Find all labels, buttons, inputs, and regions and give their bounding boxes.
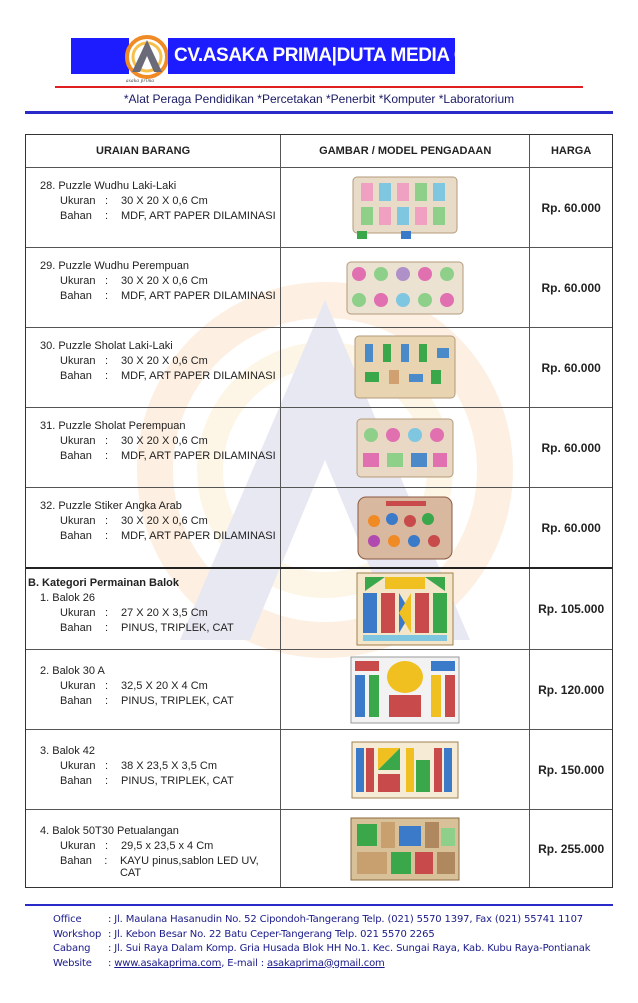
item-image-cell (280, 569, 529, 649)
item-image-cell (280, 248, 529, 327)
size-label: Ukuran (60, 275, 96, 287)
item-size: Ukuran : 27 X 20 X 3,5 Cm (60, 607, 208, 619)
footer-website: Website : www.asakaprima.com , E-mail : asakaprima@gmail.com (53, 957, 623, 972)
footer-office (53, 913, 623, 928)
size-value: 32,5 X 20 X 4 Cm (121, 680, 208, 692)
item-material: Bahan : MDF, ART PAPER DILAMINASI (60, 210, 276, 222)
letterhead (0, 0, 638, 115)
size-value: 30 X 20 X 0,6 Cm (121, 355, 208, 367)
table-row (26, 327, 612, 407)
item-image-cell (280, 730, 529, 809)
item-description (26, 408, 280, 487)
header-blue-rule (25, 111, 613, 114)
material-value: PINUS, TRIPLEK, CAT (121, 775, 234, 787)
item-price: Rp. 60.000 (529, 248, 612, 327)
material-label: Bahan (60, 695, 92, 707)
size-value: 30 X 20 X 0,6 Cm (121, 195, 208, 207)
item-description (26, 328, 280, 407)
item-title: 28. Puzzle Wudhu Laki-Laki (40, 180, 177, 192)
item-size: Ukuran : 30 X 20 X 0,6 Cm (60, 195, 208, 207)
material-value: PINUS, TRIPLEK, CAT (121, 695, 234, 707)
table-row (26, 167, 612, 247)
header-red-rule (55, 86, 583, 88)
item-size: Ukuran : 32,5 X 20 X 4 Cm (60, 680, 208, 692)
footer-label: Cabang (53, 943, 91, 954)
item-title: 2. Balok 30 A (40, 665, 105, 677)
puzzle-sholat-laki-image (353, 334, 457, 402)
balok-50t30-image (349, 816, 461, 882)
item-size: Ukuran : 29,5 x 23,5 x 4 Cm (60, 840, 214, 852)
item-description (26, 810, 280, 887)
item-title: 30. Puzzle Sholat Laki-Laki (40, 340, 173, 352)
item-size: Ukuran : 30 X 20 X 0,6 Cm (60, 435, 208, 447)
material-value: PINUS, TRIPLEK, CAT (121, 622, 234, 634)
footer-cabang (53, 942, 623, 957)
material-label: Bahan (60, 370, 92, 382)
item-description (26, 168, 280, 247)
size-value: 38 X 23,5 X 3,5 Cm (121, 760, 217, 772)
footer-label: Workshop (53, 928, 102, 940)
size-label: Ukuran (60, 355, 96, 367)
size-value: 27 X 20 X 3,5 Cm (121, 607, 208, 619)
size-label: Ukuran (60, 515, 96, 527)
footer-workshop (53, 928, 623, 943)
material-value: MDF, ART PAPER DILAMINASI (121, 450, 276, 462)
footer-value: : Jl. Maulana Hasanudin No. 52 Cipondoh-Tangerang Telp. (021) 5570 1397, Fax (021) 55741 1107 (108, 914, 584, 925)
footer-rule (25, 904, 613, 906)
item-price: Rp. 255.000 (529, 810, 612, 887)
item-title: 32. Puzzle Stiker Angka Arab (40, 500, 182, 512)
category-label: B. Kategori Permainan Balok (28, 577, 179, 589)
email-link[interactable]: asakaprima@gmail.com (267, 957, 385, 969)
item-size: Ukuran : 38 X 23,5 X 3,5 Cm (60, 760, 217, 772)
item-material: Bahan : MDF, ART PAPER DILAMINASI (60, 370, 276, 382)
item-material: Bahan : MDF, ART PAPER DILAMINASI (60, 450, 276, 462)
material-value: MDF, ART PAPER DILAMINASI (121, 290, 276, 302)
material-label: Bahan (60, 855, 92, 867)
item-description (26, 248, 280, 327)
material-label: Bahan (60, 450, 92, 462)
footer-contact (53, 913, 623, 971)
item-price: Rp. 105.000 (529, 569, 612, 649)
item-material: Bahan : MDF, ART PAPER DILAMINASI (60, 530, 276, 542)
item-price: Rp. 60.000 (529, 328, 612, 407)
company-name: CV.ASAKA PRIMA|DUTA MEDIA GROUP (168, 38, 455, 74)
item-description (26, 569, 280, 649)
item-material: Bahan : MDF, ART PAPER DILAMINASI (60, 290, 276, 302)
item-material: Bahan : PINUS, TRIPLEK, CAT (60, 622, 234, 634)
table-row (26, 407, 612, 487)
item-image-cell (280, 488, 529, 567)
puzzle-sholat-perempuan-image (355, 417, 455, 479)
item-price: Rp. 120.000 (529, 650, 612, 729)
footer-value: : Jl. Sui Raya Dalam Komp. Gria Husada Blok HH No.1. Kec. Sungai Raya, Kab. Kubu Raya-Pontianak (108, 943, 591, 954)
item-title: 31. Puzzle Sholat Perempuan (40, 420, 186, 432)
item-image-cell (280, 408, 529, 487)
material-value: MDF, ART PAPER DILAMINASI (121, 370, 276, 382)
header-uraian: URAIAN BARANG (96, 145, 191, 157)
size-label: Ukuran (60, 760, 96, 772)
table-row (26, 809, 612, 887)
table-row (26, 247, 612, 327)
table-row (26, 729, 612, 809)
item-material: Bahan : PINUS, TRIPLEK, CAT (60, 775, 234, 787)
balok-26-image (355, 571, 455, 647)
size-value: 29,5 x 23,5 x 4 Cm (121, 840, 214, 852)
price-table (25, 134, 613, 888)
table-row (26, 487, 612, 567)
size-label: Ukuran (60, 840, 96, 852)
header-gambar: GAMBAR / MODEL PENGADAAN (280, 135, 529, 167)
item-price: Rp. 150.000 (529, 730, 612, 809)
puzzle-wudhu-perempuan-image (345, 258, 465, 318)
size-label: Ukuran (60, 680, 96, 692)
material-label: Bahan (60, 775, 92, 787)
footer-label: Website (53, 957, 92, 969)
material-value: MDF, ART PAPER DILAMINASI (121, 210, 276, 222)
item-title: 29. Puzzle Wudhu Perempuan (40, 260, 189, 272)
footer-value: : Jl. Kebon Besar No. 22 Batu Ceper-Tangerang Telp. 021 5570 2265 (108, 928, 435, 940)
size-label: Ukuran (60, 435, 96, 447)
footer-label: Office (53, 914, 82, 925)
table-row (26, 567, 612, 649)
balok-30a-image (349, 655, 461, 725)
item-price: Rp. 60.000 (529, 408, 612, 487)
material-value: KAYU pinus,sablon LED UV, CAT (119, 855, 259, 879)
item-size: Ukuran : 30 X 20 X 0,6 Cm (60, 515, 208, 527)
item-price: Rp. 60.000 (529, 488, 612, 567)
material-label: Bahan (60, 622, 92, 634)
item-title: 1. Balok 26 (40, 592, 96, 604)
item-material: Bahan : PINUS, TRIPLEK, CAT (60, 695, 234, 707)
puzzle-angka-arab-image (356, 495, 454, 561)
header-blue-block (71, 38, 129, 74)
size-value: 30 X 20 X 0,6 Cm (121, 275, 208, 287)
item-title: 4. Balok 50T30 Petualangan (40, 825, 179, 837)
item-description (26, 650, 280, 729)
item-description (26, 730, 280, 809)
size-value: 30 X 20 X 0,6 Cm (121, 515, 208, 527)
table-row (26, 649, 612, 729)
asaka-logo-icon (124, 34, 170, 80)
balok-42-image (350, 740, 460, 800)
table-header-row (26, 135, 612, 167)
item-image-cell (280, 810, 529, 887)
item-image-cell (280, 168, 529, 247)
item-size: Ukuran : 30 X 20 X 0,6 Cm (60, 355, 208, 367)
material-label: Bahan (60, 290, 92, 302)
size-label: Ukuran (60, 607, 96, 619)
size-label: Ukuran (60, 195, 96, 207)
header-harga: HARGA (529, 135, 612, 167)
material-label: Bahan (60, 210, 92, 222)
item-title: 3. Balok 42 (40, 745, 96, 757)
material-value: MDF, ART PAPER DILAMINASI (121, 530, 276, 542)
item-material: Bahan : KAYU pinus,sablon LED UV, CAT (60, 855, 280, 879)
website-link[interactable]: www.asakaprima.com (114, 957, 222, 969)
puzzle-wudhu-laki-image (351, 175, 459, 241)
item-image-cell (280, 328, 529, 407)
item-description (26, 488, 280, 567)
item-image-cell (280, 650, 529, 729)
item-price: Rp. 60.000 (529, 168, 612, 247)
company-tagline: *Alat Peraga Pendidikan *Percetakan *Penerbit *Komputer *Laboratorium (123, 92, 515, 106)
size-value: 30 X 20 X 0,6 Cm (121, 435, 208, 447)
material-label: Bahan (60, 530, 92, 542)
logo-subtitle: asaka prima (126, 79, 155, 84)
item-size: Ukuran : 30 X 20 X 0,6 Cm (60, 275, 208, 287)
